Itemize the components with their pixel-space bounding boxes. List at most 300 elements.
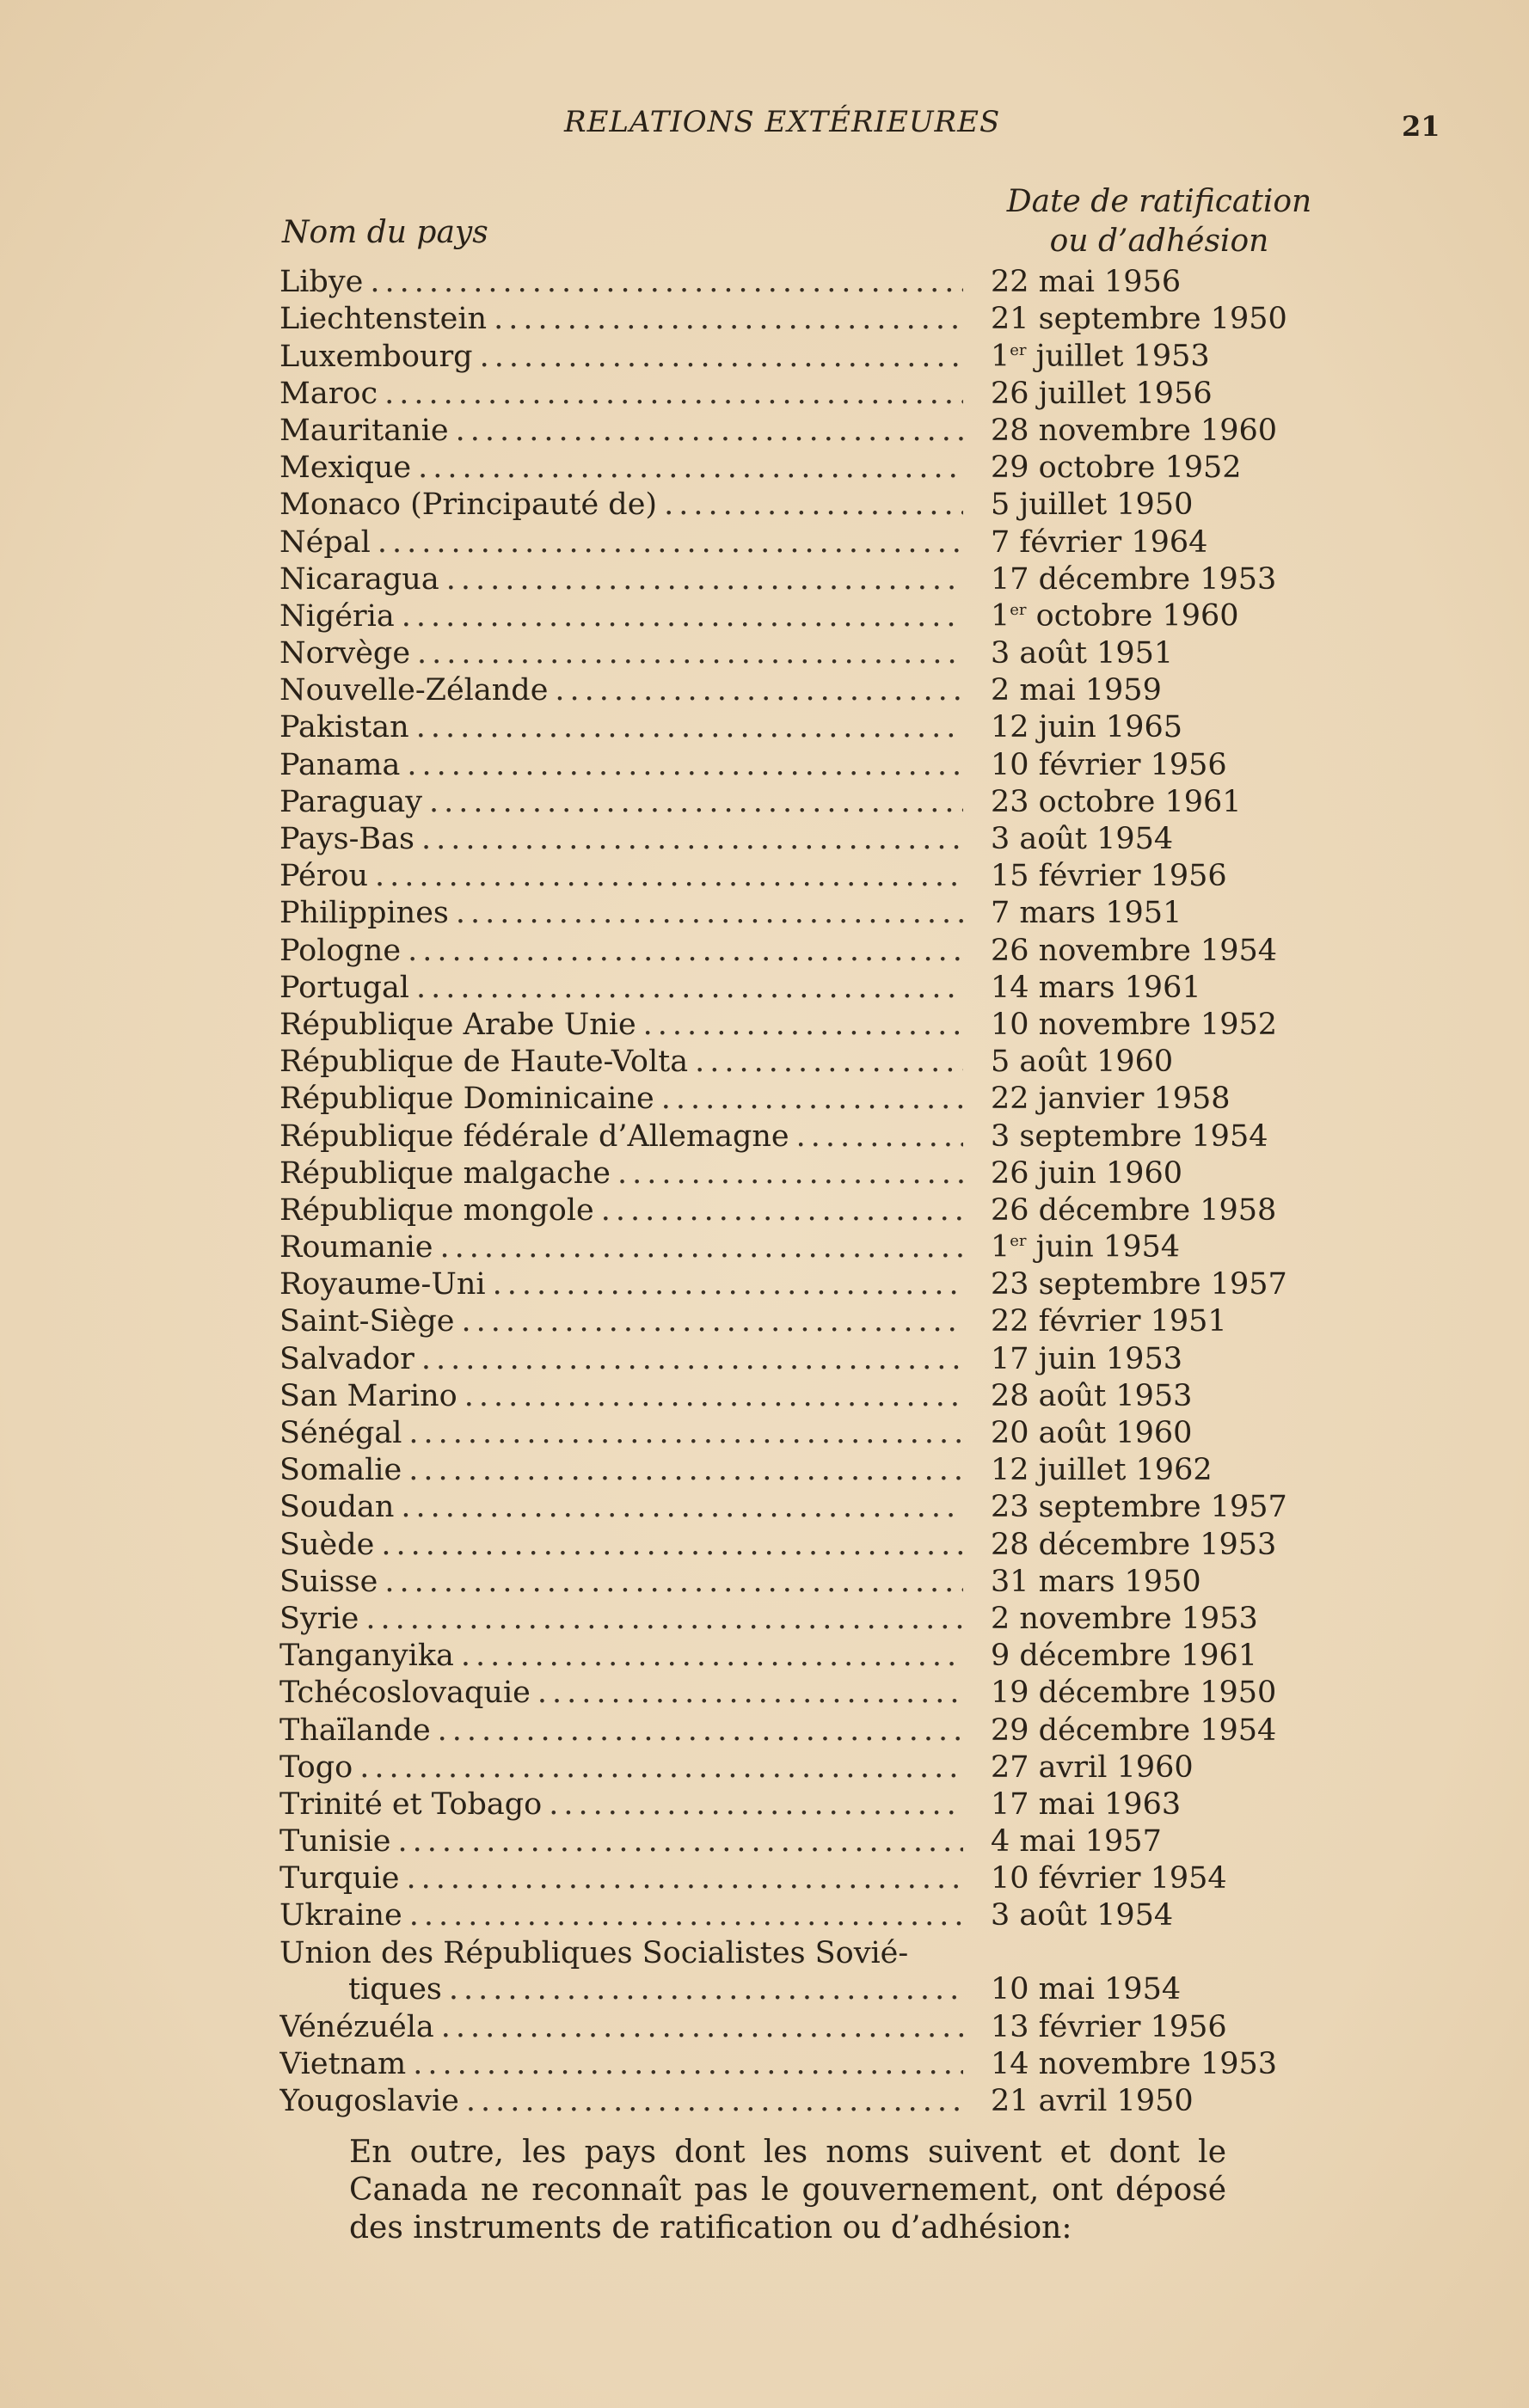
leader-dots: [449, 413, 963, 449]
country-name: Yougoslavie: [279, 2084, 459, 2118]
country-name: Trinité et Tobago: [279, 1786, 543, 1822]
ratification-date: [963, 1601, 1258, 1637]
ratification-date: [963, 672, 1162, 708]
ratification-date: [963, 264, 1181, 300]
ratification-date: [963, 821, 1173, 857]
country-name: Soudan: [279, 1490, 395, 1525]
leader-dots: [359, 1601, 963, 1637]
country-name: Portugal: [279, 970, 410, 1005]
country-name-cell: [279, 1786, 963, 1823]
date-text: 12 juin 1965: [991, 710, 1182, 745]
list-item: [279, 1563, 1346, 1600]
country-name-cell: [279, 2046, 963, 2082]
list-item: [279, 745, 1346, 782]
date-text: 22 février 1951: [991, 1304, 1227, 1339]
date-text: 19 décembre 1950: [991, 1676, 1277, 1711]
footer-paragraph: En outre, les pays dont les noms suivent et dont le Canada ne reconnaît pas le gouvernement, ont déposé des instruments de ratification ou d’adhésion:: [349, 2135, 1226, 2246]
country-name: Mauritanie: [279, 413, 449, 448]
date-text: 31 mars 1950: [991, 1564, 1201, 1599]
leader-dots: [487, 301, 963, 337]
list-item: [279, 1006, 1346, 1043]
country-name-cell: [279, 1749, 963, 1786]
ratification-date: [963, 933, 1277, 969]
country-name-cell: [279, 561, 963, 597]
list-item: [279, 1414, 1346, 1451]
date-text: 5 août 1960: [991, 1045, 1174, 1080]
list-item: [279, 1339, 1346, 1376]
ratification-date: [963, 1266, 1287, 1302]
leader-dots: [409, 709, 963, 745]
leader-dots: [611, 1155, 963, 1192]
date-text: 22 janvier 1958: [991, 1081, 1231, 1117]
list-item: [279, 671, 1346, 708]
country-name-cell: [279, 1044, 963, 1080]
ratification-date: [963, 895, 1182, 931]
ratification-date: [963, 1415, 1192, 1451]
country-name: Nouvelle-Zélande: [279, 673, 549, 708]
date-text: 23 septembre 1957: [991, 1267, 1287, 1302]
leader-dots: [414, 1341, 963, 1377]
country-name: Suède: [279, 1527, 375, 1562]
country-name: Paraguay: [279, 784, 423, 819]
country-name: Libye: [279, 265, 364, 300]
date-text: 5 juillet 1950: [991, 487, 1194, 523]
leader-dots: [688, 1044, 963, 1080]
leader-dots: [411, 450, 963, 486]
country-name-cell: [279, 1007, 963, 1043]
leader-dots: [548, 672, 963, 708]
ratification-date: [963, 1527, 1276, 1563]
list-item: [279, 561, 1346, 597]
ratification-date: [963, 1564, 1201, 1600]
list-item: [279, 523, 1346, 560]
list-item: [279, 1637, 1346, 1674]
leader-dots: [531, 1675, 963, 1711]
country-name-cell: [279, 450, 963, 486]
ratification-date: [963, 376, 1213, 412]
list-item: [279, 1229, 1346, 1265]
ratification-date: [963, 1452, 1213, 1488]
leader-dots: [422, 784, 963, 820]
leader-dots: [594, 1192, 963, 1229]
country-name-cell: [279, 1601, 963, 1637]
country-name-cell: [279, 1415, 963, 1451]
column-header-date-line1: Date de ratification: [1006, 184, 1312, 219]
list-item: [279, 894, 1346, 931]
leader-dots: [395, 598, 963, 634]
country-name-cell: [279, 1266, 963, 1302]
ratification-date: [963, 1223, 1180, 1265]
date-text: 22 mai 1956: [991, 265, 1182, 300]
list-item: [279, 300, 1346, 337]
leader-dots: [400, 747, 963, 783]
date-day: 1: [991, 598, 1010, 634]
leader-dots: [391, 1823, 964, 1860]
country-name-cell: [279, 933, 963, 969]
ratification-date: [963, 413, 1277, 449]
country-name: Salvador: [279, 1341, 414, 1376]
ratification-date: [963, 858, 1227, 894]
ratification-date: [963, 970, 1201, 1006]
list-item: [279, 969, 1346, 1006]
country-name: Syrie: [279, 1601, 359, 1636]
leader-dots: [414, 821, 963, 857]
ratification-date: [963, 635, 1173, 671]
leader-dots: [654, 1081, 963, 1117]
ratification-date: [963, 487, 1193, 523]
country-name: Norvège: [279, 636, 411, 671]
leader-dots: [402, 1452, 963, 1488]
date-ordinal-suffix: er: [1010, 1232, 1027, 1251]
date-text: 2 novembre 1953: [991, 1601, 1258, 1636]
country-name: Thaïlande: [279, 1713, 431, 1748]
date-text: 17 mai 1963: [991, 1786, 1182, 1822]
date-text: 3 septembre 1954: [991, 1118, 1268, 1154]
date-text: 26 novembre 1954: [991, 933, 1277, 968]
date-text: 26 juin 1960: [991, 1155, 1182, 1191]
date-text: 17 juin 1953: [991, 1341, 1182, 1376]
leader-dots: [454, 1638, 963, 1674]
leader-dots: [399, 1860, 963, 1896]
list-item: [279, 449, 1346, 486]
country-name-cell: [279, 413, 963, 449]
leader-dots: [368, 858, 963, 894]
country-name: Saint-Siège: [279, 1304, 455, 1339]
ratification-date: [963, 1303, 1227, 1339]
leader-dots: [439, 561, 963, 597]
date-text: 2 mai 1959: [991, 673, 1162, 708]
leader-dots: [378, 376, 963, 412]
country-list: [279, 263, 1346, 2119]
list-item: [279, 1265, 1346, 1302]
list-item: [279, 931, 1346, 968]
list-item: [279, 375, 1346, 412]
country-name-cell: [279, 1638, 963, 1674]
date-text: 7 mars 1951: [991, 896, 1182, 931]
ratification-date: [963, 709, 1182, 745]
list-item: [279, 486, 1346, 523]
country-name: Pologne: [279, 933, 402, 968]
list-item: [279, 634, 1346, 671]
country-name: Union des Républiques Socialistes Sovié-: [279, 1936, 909, 1971]
leader-dots: [374, 1527, 963, 1563]
country-name-cell: [279, 1897, 963, 1933]
list-item: [279, 263, 1346, 300]
date-ordinal-suffix: er: [1010, 601, 1027, 620]
ratification-date: [963, 784, 1242, 820]
country-name: Pakistan: [279, 710, 409, 745]
date-day: 1: [991, 339, 1010, 374]
ratification-date: [963, 747, 1227, 783]
country-name: République malgache: [279, 1155, 611, 1191]
ratification-date: [963, 1860, 1227, 1896]
ratification-date: [963, 1713, 1276, 1749]
date-text: 3 août 1954: [991, 1898, 1174, 1933]
date-text: 29 décembre 1954: [991, 1713, 1277, 1748]
column-header-country: Nom du pays: [282, 215, 488, 250]
ratification-date: [963, 1638, 1257, 1674]
list-item: [279, 597, 1346, 634]
date-text: 17 décembre 1953: [991, 561, 1277, 597]
country-name-cell: [279, 376, 963, 412]
country-name-cell: [279, 1452, 963, 1488]
date-text: 10 mai 1954: [991, 1972, 1182, 2007]
country-name-continued: tiques: [348, 1972, 442, 2007]
country-name: Vietnam: [279, 2046, 407, 2081]
country-name-cell: [279, 709, 963, 745]
country-name: Nicaragua: [279, 561, 439, 597]
ratification-date: [963, 1675, 1276, 1711]
country-name-cell: [279, 1860, 963, 1896]
leader-dots: [657, 487, 963, 523]
date-text: 4 mai 1957: [991, 1824, 1162, 1860]
date-text: 26 décembre 1958: [991, 1192, 1277, 1228]
country-name: Maroc: [279, 376, 378, 411]
country-name-cell: [279, 487, 963, 523]
country-name-cell: [279, 524, 963, 561]
leader-dots: [406, 2046, 963, 2082]
leader-dots: [402, 1897, 963, 1933]
country-name: Pérou: [279, 859, 369, 894]
leader-dots: [454, 1303, 963, 1339]
country-name-cell: [279, 1303, 963, 1339]
country-name-cell: [279, 1713, 963, 1749]
leader-dots: [402, 1415, 963, 1451]
country-name-cell: [279, 821, 963, 857]
date-text: 3 août 1954: [991, 822, 1174, 856]
country-name-cell: [279, 1675, 963, 1711]
country-name-cell: [279, 1935, 963, 2007]
ratification-date: [963, 1971, 1181, 2007]
country-name: République mongole: [279, 1192, 594, 1228]
leader-dots: [410, 635, 963, 671]
list-item: [279, 1155, 1346, 1192]
leader-dots: [486, 1266, 963, 1302]
date-text: 28 août 1953: [991, 1378, 1193, 1413]
list-item: [279, 1451, 1346, 1488]
country-name: Tunisie: [279, 1824, 391, 1860]
ratification-date: [963, 2083, 1194, 2119]
country-name-cell: [279, 895, 963, 931]
leader-dots: [457, 1378, 963, 1414]
date-text: 10 février 1954: [991, 1861, 1227, 1896]
country-name: Mexique: [279, 450, 412, 486]
ratification-date: [963, 1118, 1268, 1155]
leader-dots: [378, 1564, 963, 1600]
date-text: 20 août 1960: [991, 1416, 1193, 1450]
ratification-date: [963, 1786, 1181, 1823]
ratification-date: [963, 1897, 1173, 1933]
date-text: 27 avril 1960: [991, 1749, 1194, 1785]
list-item: [279, 337, 1346, 374]
country-name-cell: [279, 970, 963, 1006]
country-name: Ukraine: [279, 1898, 402, 1933]
date-text: 14 novembre 1953: [991, 2046, 1277, 2081]
ratification-date: [963, 1341, 1182, 1377]
list-item: [279, 412, 1346, 449]
leader-dots: [433, 1229, 963, 1265]
country-name-cell: [279, 1823, 963, 1860]
country-name: République fédérale d’Allemagne: [279, 1118, 789, 1154]
country-name-cell: [279, 1118, 963, 1155]
list-item: [279, 2007, 1346, 2044]
date-day: 1: [991, 1230, 1010, 1265]
date-ordinal-suffix: er: [1010, 340, 1027, 359]
country-name: San Marino: [279, 1378, 457, 1413]
date-text: juillet 1953: [1026, 339, 1210, 374]
list-item: [279, 708, 1346, 745]
country-name: Panama: [279, 747, 401, 782]
page-number: 21: [1402, 110, 1440, 143]
leader-dots: [409, 970, 963, 1006]
country-name: Liechtenstein: [279, 302, 488, 337]
list-item: [279, 783, 1346, 820]
leader-dots: [401, 933, 963, 969]
country-name-cell: [279, 339, 963, 375]
country-name: Roumanie: [279, 1230, 433, 1265]
ratification-date: [963, 1081, 1231, 1117]
date-text: 13 février 1956: [991, 2009, 1227, 2044]
date-text: 21 avril 1950: [991, 2084, 1194, 2118]
country-name: Tchécoslovaquie: [279, 1676, 531, 1711]
leader-dots: [789, 1118, 963, 1155]
date-text: 15 février 1956: [991, 859, 1227, 894]
date-text: 28 novembre 1960: [991, 413, 1277, 448]
ratification-date: [963, 2046, 1277, 2082]
country-name-cell: [279, 1229, 963, 1265]
date-text: 29 octobre 1952: [991, 450, 1242, 486]
ratification-date: [963, 592, 1239, 634]
date-text: 26 juillet 1956: [991, 376, 1213, 411]
country-name-cell: [279, 264, 963, 300]
country-name: Suisse: [279, 1564, 378, 1599]
list-item: [279, 1302, 1346, 1339]
ratification-date: [963, 1378, 1192, 1414]
leader-dots: [363, 264, 963, 300]
column-header-date-line2: ou d’adhésion: [1049, 224, 1269, 259]
country-name-cell: [279, 1081, 963, 1117]
list-item: [279, 1749, 1346, 1786]
leader-dots: [459, 2083, 963, 2119]
country-name: République de Haute-Volta: [279, 1045, 689, 1080]
ratification-date: [963, 1007, 1277, 1043]
leader-dots: [353, 1749, 963, 1786]
ratification-date: [963, 1749, 1194, 1786]
country-name: Turquie: [279, 1861, 400, 1896]
list-item: [279, 1860, 1346, 1896]
date-text: 10 février 1956: [991, 747, 1227, 782]
date-text: 10 novembre 1952: [991, 1007, 1277, 1042]
list-item: [279, 1933, 1346, 2007]
leader-dots: [434, 2009, 963, 2045]
running-head: RELATIONS EXTÉRIEURES: [564, 105, 1001, 139]
list-item: [279, 2082, 1346, 2119]
date-text: juin 1954: [1026, 1230, 1180, 1265]
ratification-date: [963, 450, 1242, 486]
country-name: Royaume-Uni: [279, 1267, 486, 1302]
date-text: 28 décembre 1953: [991, 1527, 1277, 1562]
country-name-cell: [279, 1192, 963, 1229]
country-name-cell: [279, 784, 963, 820]
list-item: [279, 857, 1346, 894]
list-item: [279, 1117, 1346, 1154]
list-item: [279, 1600, 1346, 1637]
country-name: Monaco (Principauté de): [279, 487, 658, 523]
ratification-date: [963, 333, 1210, 375]
ratification-date: [963, 1823, 1162, 1860]
leader-dots: [371, 524, 963, 561]
leader-dots: [636, 1007, 963, 1043]
list-item: [279, 1786, 1346, 1823]
leader-dots: [449, 895, 963, 931]
column-header-date: [996, 182, 1323, 261]
ratification-date: [963, 2009, 1227, 2045]
country-name-cell: [279, 1341, 963, 1377]
country-name: Philippines: [279, 896, 449, 931]
country-name: Somalie: [279, 1453, 402, 1488]
list-item: [279, 2045, 1346, 2082]
country-name-cell: [279, 747, 963, 783]
list-item: [279, 820, 1346, 857]
country-name: Tanganyika: [279, 1639, 454, 1674]
country-name-cell: [279, 672, 963, 708]
country-name-cell: [279, 1489, 963, 1525]
country-name-cell: [279, 2009, 963, 2045]
country-name-cell: [279, 1527, 963, 1563]
country-name: République Dominicaine: [279, 1081, 654, 1117]
list-item: [279, 1043, 1346, 1080]
list-item: [279, 1674, 1346, 1711]
list-item: [279, 1823, 1346, 1860]
leader-dots: [442, 1971, 963, 2007]
list-item: [279, 1525, 1346, 1562]
date-text: 23 octobre 1961: [991, 784, 1242, 819]
date-text: 21 septembre 1950: [991, 302, 1287, 337]
ratification-date: [963, 1044, 1173, 1080]
country-name-cell: [279, 1564, 963, 1600]
country-name: Vénézuéla: [279, 2009, 434, 2044]
list-item: [279, 1488, 1346, 1525]
date-text: octobre 1960: [1026, 598, 1239, 634]
country-name-cell: [279, 301, 963, 337]
ratification-date: [963, 524, 1207, 561]
leader-dots: [431, 1713, 963, 1749]
country-name-cell: [279, 635, 963, 671]
date-text: 9 décembre 1961: [991, 1639, 1258, 1674]
date-text: 12 juillet 1962: [991, 1453, 1213, 1488]
list-item: [279, 1896, 1346, 1933]
country-name-cell: [279, 598, 963, 634]
country-name-cell: [279, 1155, 963, 1192]
country-name-cell: [279, 1378, 963, 1414]
list-item: [279, 1377, 1346, 1414]
list-item: [279, 1192, 1346, 1229]
country-name: Pays-Bas: [279, 822, 414, 856]
leader-dots: [542, 1786, 963, 1823]
country-name-cell: [279, 2083, 963, 2119]
country-name: Nigéria: [279, 598, 395, 634]
country-name: Luxembourg: [279, 339, 473, 374]
ratification-date: [963, 1155, 1182, 1192]
country-name: Togo: [279, 1749, 353, 1785]
date-text: 7 février 1964: [991, 524, 1208, 560]
date-text: 14 mars 1961: [991, 970, 1201, 1005]
country-name: République Arabe Unie: [279, 1007, 636, 1042]
date-text: 23 septembre 1957: [991, 1490, 1287, 1525]
country-name: Népal: [279, 524, 371, 560]
ratification-date: [963, 1489, 1287, 1525]
list-item: [279, 1080, 1346, 1117]
